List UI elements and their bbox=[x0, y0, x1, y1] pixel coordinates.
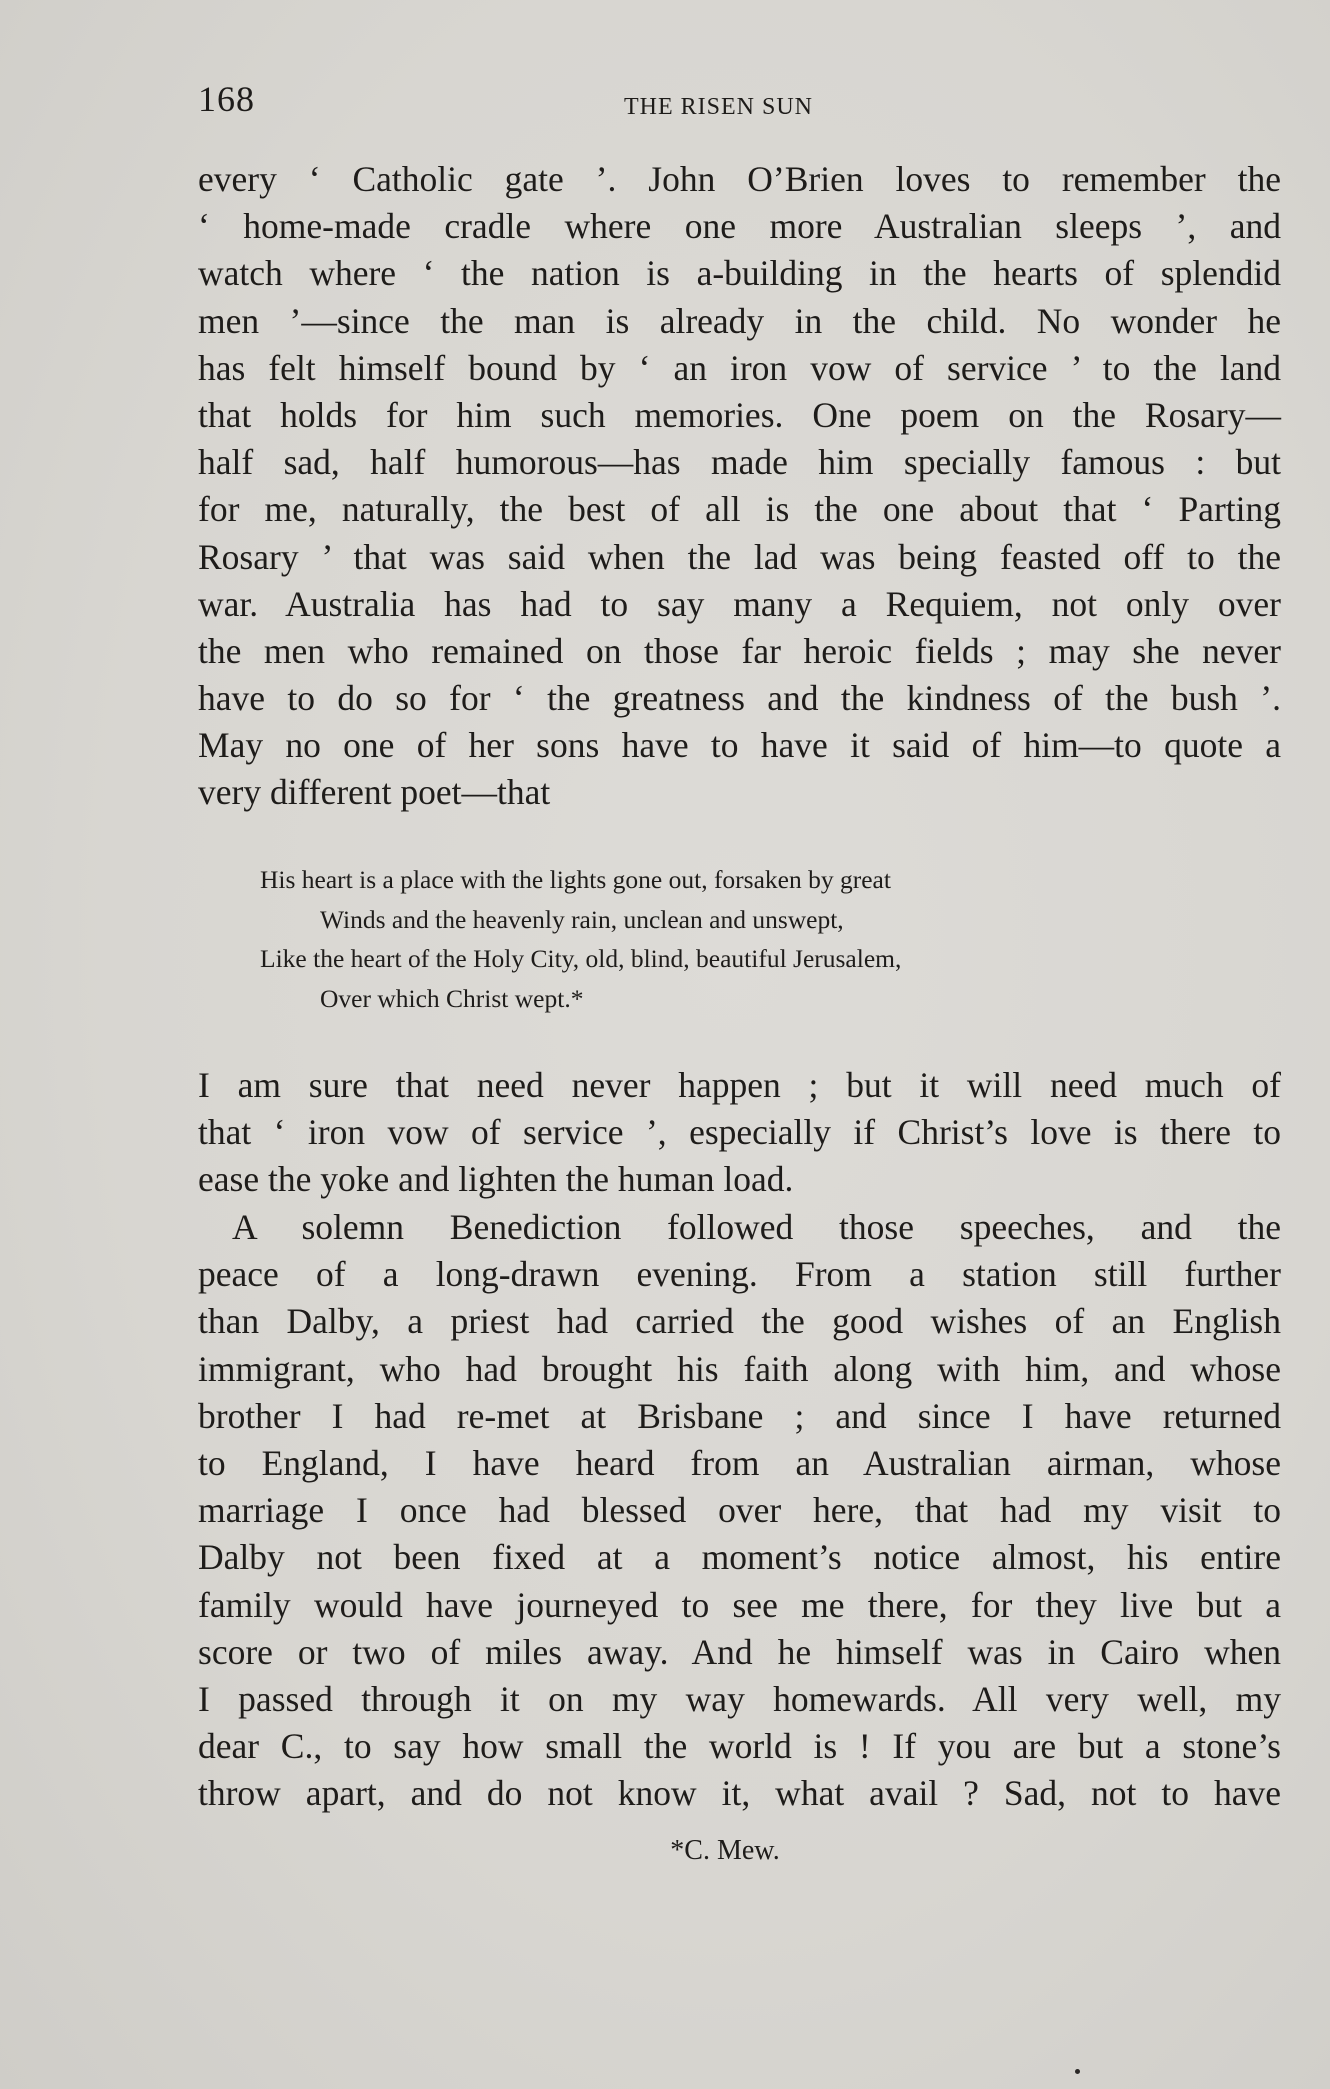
text-line: than Dalby, a priest had carried the good wishes of an English bbox=[198, 1301, 1281, 1342]
text-line: for me, naturally, the best of all is the one about that ‘ Parting bbox=[198, 489, 1281, 530]
text-line: half sad, half humorous—has made him specially famous : but bbox=[198, 442, 1281, 483]
text-line: the men who remained on those far heroic fields ; may she never bbox=[198, 630, 1281, 671]
text-line: score or two of miles away. And he himself was in Cairo when bbox=[198, 1631, 1281, 1672]
text-line: I am sure that need never happen ; but it will need much of bbox=[198, 1065, 1281, 1105]
text-line: that ‘ iron vow of service ’, especially if Christ’s love is there to bbox=[198, 1112, 1281, 1153]
text-line: dear C., to say how small the world is ! If you are but a stone’s bbox=[198, 1726, 1281, 1767]
verse-line: His heart is a place with the lights gone out, forsaken by great bbox=[260, 865, 891, 894]
verse-line: Winds and the heavenly rain, unclean and unswept, bbox=[320, 904, 844, 934]
verse-line: Over which Christ wept.* bbox=[320, 983, 584, 1013]
text-line: ease the yoke and lighten the human load. bbox=[198, 1159, 794, 1200]
text-line: ‘ home-made cradle where one more Australian sleeps ’, and bbox=[198, 206, 1281, 247]
text-line: men ’—since the man is already in the child. No wonder he bbox=[198, 300, 1281, 341]
text-line: I passed through it on my way homewards. All very well, my bbox=[198, 1678, 1281, 1719]
text-line: has felt himself bound by ‘ an iron vow of service ’ to the land bbox=[198, 347, 1281, 388]
paragraph-3 bbox=[198, 1204, 1281, 1817]
text-line: very different poet—that bbox=[198, 772, 551, 813]
text-line: A solemn Benediction followed those speeches, and the bbox=[232, 1207, 1281, 1247]
text-line: every ‘ Catholic gate ’. John O’Brien loves to remember the bbox=[198, 159, 1281, 199]
text-line: that holds for him such memories. One poem on the Rosary— bbox=[198, 394, 1281, 435]
verse-quotation bbox=[260, 860, 1190, 1018]
text-line: May no one of her sons have to have it said of him—to quote a bbox=[198, 725, 1281, 766]
running-title: THE RISEN SUN bbox=[624, 94, 814, 120]
paper-speck bbox=[1075, 2069, 1080, 2074]
text-line: watch where ‘ the nation is a-building in the hearts of splendid bbox=[198, 253, 1281, 294]
text-line: peace of a long-drawn evening. From a station still further bbox=[198, 1254, 1281, 1295]
text-line: Dalby not been fixed at a moment’s notice almost, his entire bbox=[198, 1537, 1281, 1578]
text-line: war. Australia has had to say many a Requiem, not only over bbox=[198, 583, 1281, 624]
text-line: throw apart, and do not know it, what avail ? Sad, not to have bbox=[198, 1773, 1281, 1814]
text-line: marriage I once had blessed over here, that had my visit to bbox=[198, 1490, 1281, 1531]
page-header bbox=[198, 78, 1278, 128]
paragraph-2 bbox=[198, 1062, 1281, 1204]
text-line: immigrant, who had brought his faith along with him, and whose bbox=[198, 1348, 1281, 1389]
text-line: to England, I have heard from an Australian airman, whose bbox=[198, 1442, 1281, 1483]
text-line: brother I had re-met at Brisbane ; and since I have returned bbox=[198, 1395, 1281, 1436]
page-number: 168 bbox=[198, 79, 255, 119]
footnote: *C. Mew. bbox=[670, 1835, 780, 1866]
text-line: family would have journeyed to see me there, for they live but a bbox=[198, 1584, 1281, 1625]
paragraph-1 bbox=[198, 156, 1281, 817]
text-line: Rosary ’ that was said when the lad was being feasted off to the bbox=[198, 536, 1281, 577]
text-line: have to do so for ‘ the greatness and the kindness of the bush ’. bbox=[198, 678, 1281, 719]
verse-line: Like the heart of the Holy City, old, blind, beautiful Jerusalem, bbox=[260, 944, 902, 973]
